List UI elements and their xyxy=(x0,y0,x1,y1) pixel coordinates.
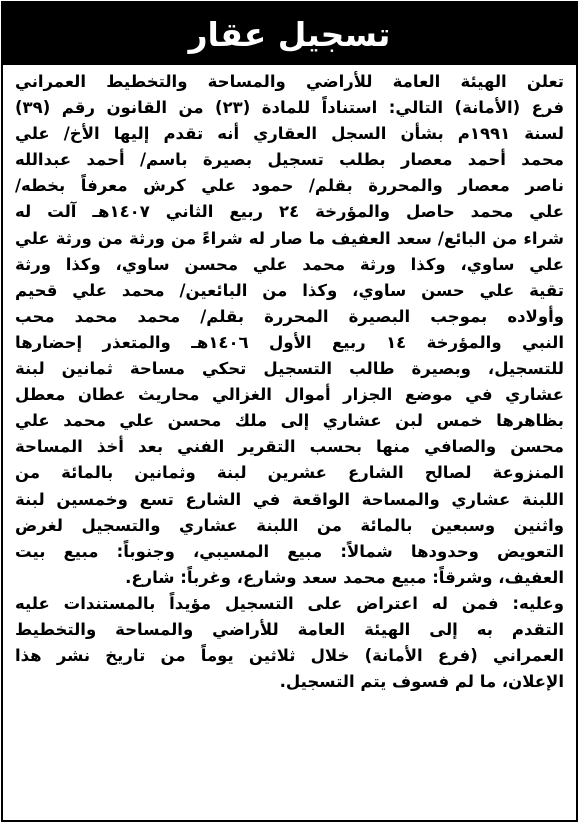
notice-line: محسن والصافي منها بحسب التقرير الفني بعد أخذ المساحة xyxy=(15,437,564,457)
notice-line: للتسجيل، وبصيرة طالب التسجيل تحكي مساحة ثمانين لبنة xyxy=(15,359,564,379)
notice-line: النبي والمؤرخة ١٤ ربيع الأول ١٤٠٦هـ والمتعذر إحضارها xyxy=(15,332,564,352)
notice-line: علي ساوي، وكذا ورثة محمد علي محسن ساوي، وكذا ورثة xyxy=(15,254,564,274)
notice-line: واثنين وسبعين بالمائة من اللبنة عشاري والتسجيل لغرض xyxy=(15,515,564,535)
notice-frame xyxy=(1,1,578,822)
notice-header xyxy=(3,3,576,65)
notice-line: التعويض وحدودها شمالاً: مبيع المسيبي، وجنوباً: مبيع بيت xyxy=(15,541,564,561)
notice-line: فرع (الأمانة) التالي: استناداً للمادة (٢٣) من القانون رقم (٣٩) xyxy=(15,98,564,118)
notice-line: وأولاده بموجب البصيرة المحررة بقلم/ محمد محمد محب xyxy=(15,306,564,326)
notice-line: العفيف، وشرقاً: مبيع محمد سعد وشارع، وغرباً: شارع. xyxy=(125,567,564,587)
notice-line: ناصر معصار والمحررة بقلم/ حمود علي كرش معرفاً بخطه/ xyxy=(15,176,564,196)
notice-line: الإعلان، ما لم فسوف يتم التسجيل. xyxy=(279,672,564,692)
notice-title: تسجيل عقار xyxy=(188,14,391,54)
notice-line: شراء من البائع/ سعد العفيف ما صار له شراءً من ورثة من ورثة علي xyxy=(15,228,564,248)
notice-line: المنزوعة لصالح الشارع عشرين لبنة وثمانين بالمائة من xyxy=(15,463,564,483)
notice-line: تعلن الهيئة العامة للأراضي والمساحة والتخطيط العمراني xyxy=(15,72,564,91)
notice-line: بظاهرها خمس لبن عشاري إلى ملك محسن علي محمد علي xyxy=(15,411,564,431)
notice-line: لسنة ١٩٩١م بشأن السجل العقاري أنه تقدم إليها الأخ/ علي xyxy=(15,124,564,144)
notice-body xyxy=(15,69,564,695)
notice-line: علي محمد حاصل والمؤرخة ٢٤ ربيع الثاني ١٤٠٧هـ آلت له xyxy=(15,202,564,222)
notice-line: وعليه: فمن له اعتراض على التسجيل مؤيداً بالمستندات عليه xyxy=(15,593,564,613)
notice-line: عشاري في موضع الجزار أموال الغزالي محاريث عطان معطل xyxy=(15,385,564,405)
notice-line: التقدم به إلى الهيئة العامة للأراضي والمساحة والتخطيط xyxy=(15,619,564,639)
notice-line: اللبنة عشاري والمساحة الواقعة في الشارع تسع وخمسين لبنة xyxy=(15,489,564,509)
notice-line: محمد أحمد معصار بطلب تسجيل بصيرة باسم/ أحمد عبدالله xyxy=(15,150,564,170)
notice-line: العمراني (فرع الأمانة) خلال ثلاثين يوماً من تاريخ نشر هذا xyxy=(15,646,564,666)
notice-line: تقية علي حسن ساوي، وكذا من البائعين/ محمد علي قحيم xyxy=(15,280,564,300)
